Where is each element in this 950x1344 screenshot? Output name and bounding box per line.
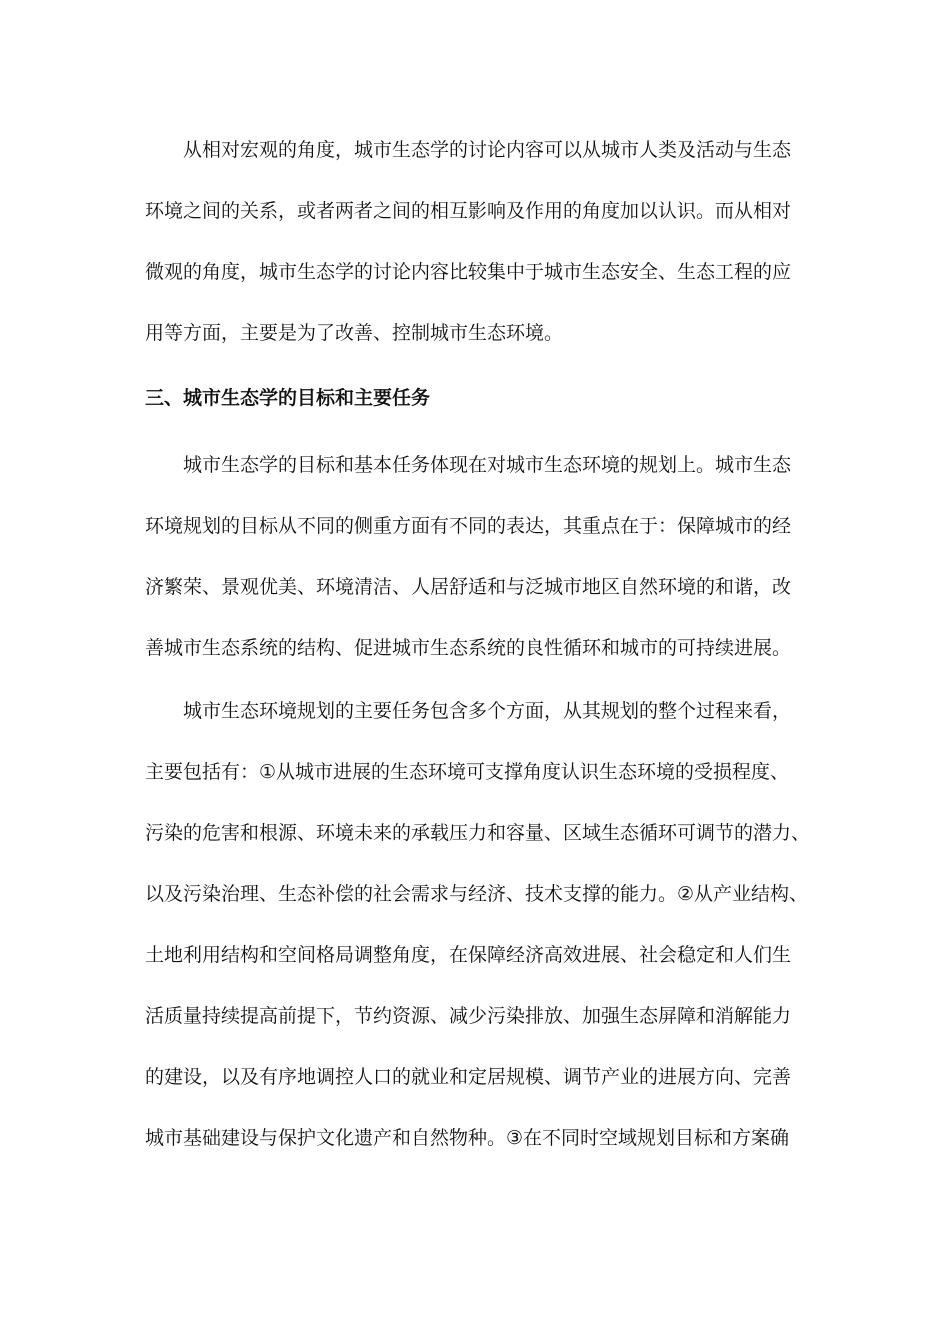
paragraph-3-line-5: 土地利用结构和空间格局调整角度，在保障经济高效进展、社会稳定和人们生 — [145, 944, 792, 966]
paragraph-3-line-2: 主要包括有：①从城市进展的生态环境可支撑角度认识生态环境的受损程度、 — [145, 761, 790, 783]
paragraph-2-line-2: 环境规划的目标从不同的侧重方面有不同的表达，其重点在于：保障城市的经 — [145, 515, 792, 537]
paragraph-3-line-6: 活质量持续提高前提下，节约资源、减少污染排放、加强生态屏障和消解能力 — [145, 1005, 792, 1027]
paragraph-2-line-1: 城市生态学的目标和基本任务体现在对城市生态环境的规划上。城市生态 — [183, 454, 792, 476]
paragraph-2-line-4: 善城市生态系统的结构、促进城市生态系统的良性循环和城市的可持续进展。 — [145, 637, 792, 659]
paragraph-3-line-1: 城市生态环境规划的主要任务包含多个方面，从其规划的整个过程来看， — [183, 700, 792, 722]
paragraph-3-line-3: 污染的危害和根源、环境未来的承载压力和容量、区域生态循环可调节的潜力、 — [145, 822, 811, 844]
section-heading: 三、城市生态学的目标和主要任务 — [145, 387, 431, 409]
paragraph-3-line-7: 的建设，以及有序地调控人口的就业和定居规模、调节产业的进展方向、完善 — [145, 1066, 792, 1088]
paragraph-2-line-3: 济繁荣、景观优美、环境清洁、人居舒适和与泛城市地区自然环境的和谐，改 — [145, 576, 792, 598]
paragraph-1-line-1: 从相对宏观的角度，城市生态学的讨论内容可以从城市人类及活动与生态 — [183, 139, 792, 161]
paragraph-1-line-4: 用等方面，主要是为了改善、控制城市生态环境。 — [145, 322, 564, 344]
paragraph-1-line-2: 环境之间的关系，或者两者之间的相互影响及作用的角度加以认识。而从相对 — [145, 200, 792, 222]
paragraph-3-line-8: 城市基础建设与保护文化遗产和自然物种。③在不同时空域规划目标和方案确 — [145, 1127, 790, 1149]
paragraph-1-line-3: 微观的角度，城市生态学的讨论内容比较集中于城市生态安全、生态工程的应 — [145, 261, 792, 283]
paragraph-3-line-4: 以及污染治理、生态补偿的社会需求与经济、技术支撑的能力。②从产业结构、 — [145, 883, 809, 905]
